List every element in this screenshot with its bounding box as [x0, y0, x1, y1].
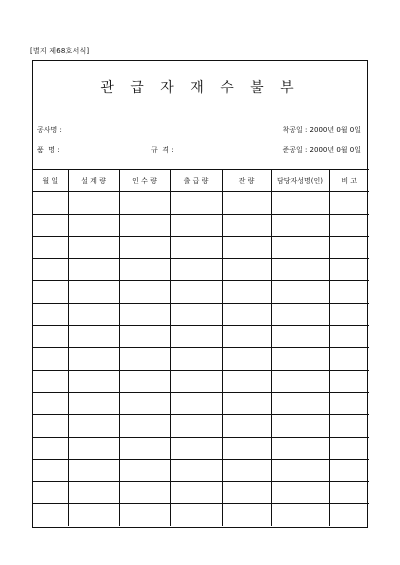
table-row	[33, 281, 369, 303]
table-cell	[119, 437, 170, 459]
table-cell	[68, 236, 119, 258]
table-cell	[271, 236, 329, 258]
completion-date-text: 준공일 : 2000년 0월 0일	[282, 146, 361, 154]
table-cell	[329, 281, 369, 303]
table-body	[33, 192, 369, 526]
table-cell	[33, 192, 68, 214]
table-cell	[329, 192, 369, 214]
form-number-label: [별지 제68호서식]	[30, 47, 90, 55]
table-cell	[329, 348, 369, 370]
table-cell	[33, 326, 68, 348]
table-row	[33, 326, 369, 348]
table-cell	[68, 392, 119, 414]
table-cell	[222, 259, 271, 281]
table-cell	[329, 392, 369, 414]
table-cell	[170, 348, 222, 370]
table-cell	[222, 236, 271, 258]
table-cell	[271, 504, 329, 526]
table-cell	[170, 459, 222, 481]
table-cell	[119, 281, 170, 303]
table-cell	[329, 504, 369, 526]
table-cell	[271, 281, 329, 303]
table-cell	[271, 259, 329, 281]
table-cell	[222, 348, 271, 370]
table-cell	[222, 326, 271, 348]
table-cell	[271, 303, 329, 325]
table-cell	[33, 281, 68, 303]
supply-ledger-table	[33, 169, 369, 526]
table-cell	[68, 370, 119, 392]
header-balance-qty: 잔 량	[222, 170, 271, 192]
table-row	[33, 259, 369, 281]
table-cell	[119, 348, 170, 370]
table-cell	[170, 281, 222, 303]
table-row	[33, 192, 369, 214]
table-cell	[119, 504, 170, 526]
table-cell	[222, 415, 271, 437]
table-cell	[119, 259, 170, 281]
ledger-form-frame	[32, 60, 368, 528]
table-cell	[33, 482, 68, 504]
table-row	[33, 415, 369, 437]
table-cell	[271, 326, 329, 348]
project-name-label: 공사명 :	[37, 126, 62, 134]
table-cell	[170, 504, 222, 526]
table-row	[33, 504, 369, 526]
table-cell	[68, 303, 119, 325]
form-title: 관 급 자 재 수 불 부	[100, 80, 300, 96]
table-cell	[68, 415, 119, 437]
table-cell	[68, 326, 119, 348]
table-cell	[119, 392, 170, 414]
table-cell	[329, 482, 369, 504]
table-cell	[329, 437, 369, 459]
table-cell	[170, 326, 222, 348]
table-cell	[68, 214, 119, 236]
table-cell	[170, 192, 222, 214]
table-cell	[329, 326, 369, 348]
table-cell	[222, 192, 271, 214]
start-date-text: 착공일 : 2000년 0월 0일	[282, 126, 361, 134]
table-cell	[222, 482, 271, 504]
table-cell	[170, 370, 222, 392]
table-cell	[222, 392, 271, 414]
table-cell	[170, 437, 222, 459]
table-cell	[119, 326, 170, 348]
table-row	[33, 370, 369, 392]
table-cell	[33, 415, 68, 437]
header-issued-qty: 출 급 량	[170, 170, 222, 192]
table-cell	[68, 192, 119, 214]
table-header-row	[33, 170, 369, 192]
header-manager-name: 담당자성명(인)	[271, 170, 329, 192]
table-cell	[170, 259, 222, 281]
table-cell	[170, 303, 222, 325]
table-cell	[222, 437, 271, 459]
table-cell	[33, 348, 68, 370]
table-cell	[68, 259, 119, 281]
table-cell	[271, 370, 329, 392]
table-cell	[119, 303, 170, 325]
table-cell	[222, 303, 271, 325]
table-row	[33, 459, 369, 481]
table-row	[33, 348, 369, 370]
table-row	[33, 303, 369, 325]
table-cell	[119, 459, 170, 481]
table-cell	[33, 303, 68, 325]
table-cell	[119, 214, 170, 236]
table-cell	[271, 392, 329, 414]
table-cell	[119, 415, 170, 437]
table-cell	[271, 459, 329, 481]
header-date: 월 일	[33, 170, 68, 192]
table-cell	[329, 236, 369, 258]
table-cell	[329, 259, 369, 281]
table-cell	[329, 370, 369, 392]
table-cell	[33, 392, 68, 414]
table-row	[33, 482, 369, 504]
table-cell	[33, 370, 68, 392]
table-row	[33, 236, 369, 258]
header-received-qty: 인 수 량	[119, 170, 170, 192]
table-cell	[68, 348, 119, 370]
table-cell	[329, 415, 369, 437]
table-cell	[271, 482, 329, 504]
table-cell	[170, 415, 222, 437]
table-cell	[329, 303, 369, 325]
table-row	[33, 392, 369, 414]
table-cell	[170, 214, 222, 236]
table-cell	[271, 214, 329, 236]
table-row	[33, 214, 369, 236]
table-cell	[271, 437, 329, 459]
table-cell	[68, 459, 119, 481]
table-cell	[33, 259, 68, 281]
table-cell	[271, 192, 329, 214]
table-cell	[271, 348, 329, 370]
table-cell	[33, 504, 68, 526]
table-row	[33, 437, 369, 459]
table-cell	[119, 370, 170, 392]
table-cell	[170, 236, 222, 258]
table-cell	[68, 437, 119, 459]
table-cell	[33, 437, 68, 459]
table-cell	[68, 504, 119, 526]
table-cell	[222, 459, 271, 481]
table-cell	[119, 482, 170, 504]
table-cell	[68, 482, 119, 504]
table-cell	[119, 236, 170, 258]
table-cell	[222, 214, 271, 236]
table-cell	[329, 214, 369, 236]
table-cell	[170, 482, 222, 504]
table-cell	[329, 459, 369, 481]
table-cell	[33, 214, 68, 236]
table-cell	[222, 370, 271, 392]
table-cell	[68, 281, 119, 303]
table-cell	[119, 192, 170, 214]
table-cell	[271, 415, 329, 437]
header-remarks: 비 고	[329, 170, 369, 192]
table-cell	[33, 236, 68, 258]
table-cell	[222, 281, 271, 303]
spec-label: 규 격 :	[151, 146, 174, 154]
table-cell	[170, 392, 222, 414]
header-design-qty: 설 계 량	[68, 170, 119, 192]
item-name-label: 품 명 :	[37, 146, 60, 154]
table-cell	[222, 504, 271, 526]
table-cell	[33, 459, 68, 481]
